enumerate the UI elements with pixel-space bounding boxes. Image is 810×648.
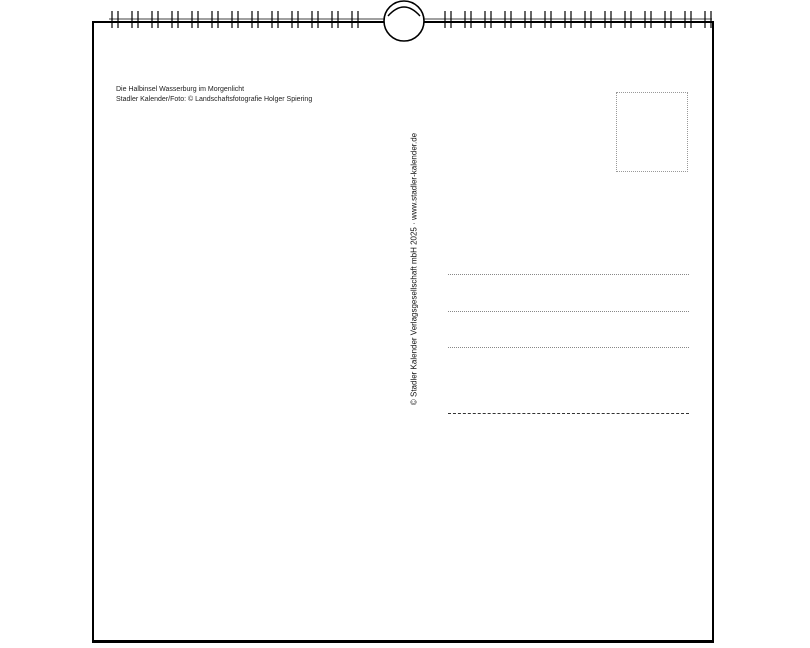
wire-binding [0,0,810,50]
photo-caption [116,85,312,105]
caption-credit: Stadler Kalender/Foto: © Landschaftsfotografie Holger Spiering [116,96,313,103]
address-line [448,274,689,275]
address-line [448,311,689,312]
address-line [448,413,689,414]
address-line [448,347,689,348]
stamp-box [616,92,688,172]
caption-title: Die Halbinsel Wasserburg im Morgenlicht [116,86,245,93]
publisher-imprint: © Stadler Kalender Verlagsgesellschaft mbH 2025 · www.stadler-kalender.de [409,132,419,406]
